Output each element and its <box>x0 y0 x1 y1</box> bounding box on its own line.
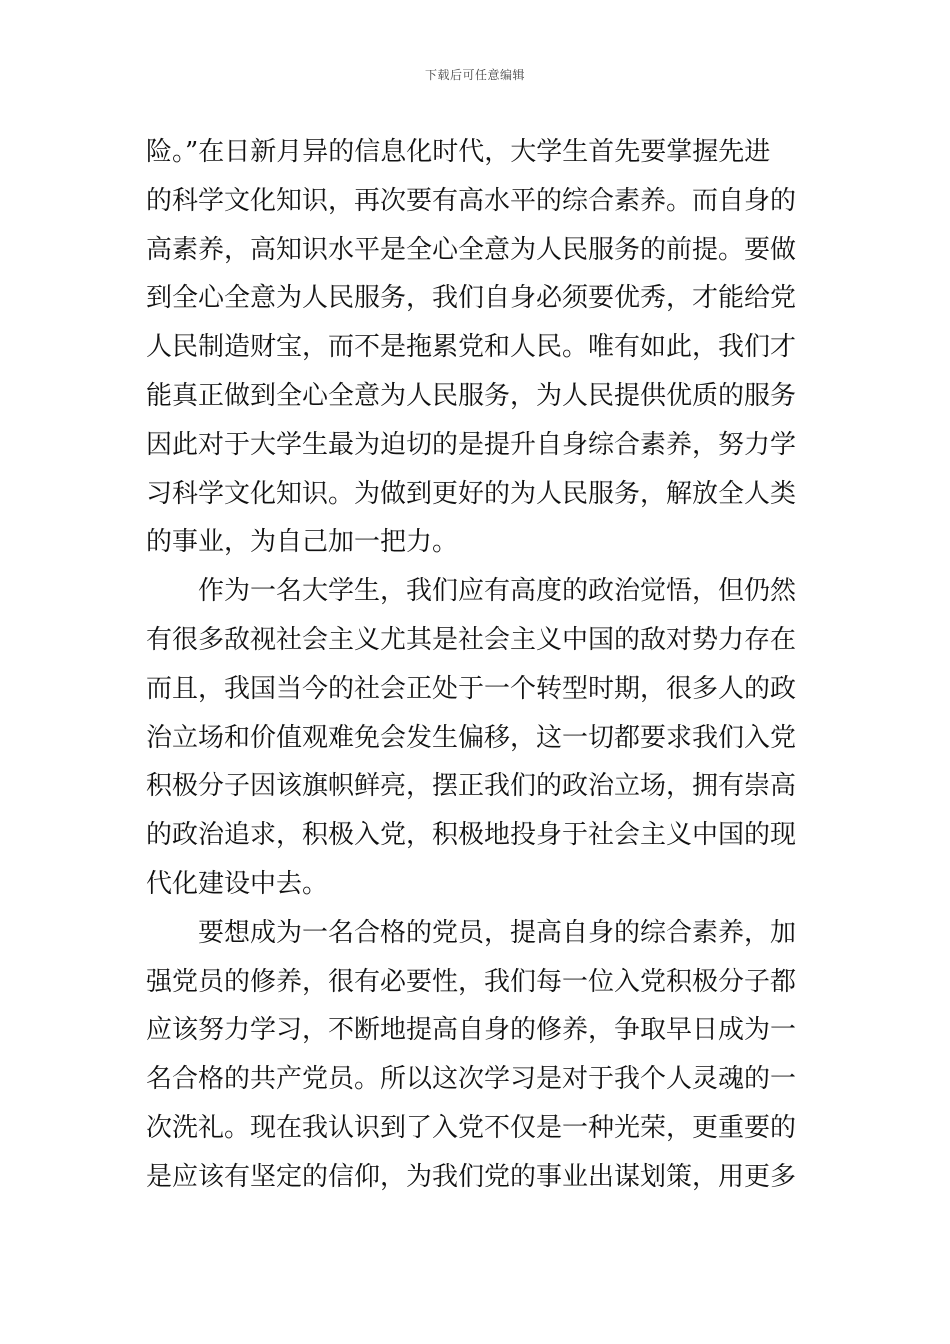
text-line: 代化建设中去。 <box>146 868 329 899</box>
text-line: 应该努力学习，不断地提高自身的修养，争取早日成为一 <box>146 1015 797 1046</box>
text-line: 能真正做到全心全意为人民服务，为人民提供优质的服务 <box>146 380 797 411</box>
paragraph-3 <box>146 909 811 1202</box>
text-line: 名合格的共产党员。所以这次学习是对于我个人灵魂的一 <box>146 1064 797 1095</box>
text-line: 的事业，为自己加一把力。 <box>146 527 459 558</box>
text-line: 是应该有坚定的信仰，为我们党的事业出谋划策，用更多 <box>146 1161 797 1192</box>
page-header: 下载后可任意编辑 <box>424 68 525 82</box>
text-line: 因此对于大学生最为迫切的是提升自身综合素养，努力学 <box>146 429 797 460</box>
text-line: 积极分子因该旗帜鲜亮，摆正我们的政治立场，拥有崇高 <box>146 771 797 802</box>
text-line-indented: 要想成为一名合格的党员，提高自身的综合素养，加 <box>198 917 797 948</box>
paragraph-1 <box>146 128 811 567</box>
text-line: 习科学文化知识。为做到更好的为人民服务，解放全人类 <box>146 478 797 509</box>
text-line: 次洗礼。现在我认识到了入党不仅是一种光荣，更重要的 <box>146 1112 797 1143</box>
text-line: 的政治追求，积极入党，积极地投身于社会主义中国的现 <box>146 820 797 851</box>
paragraph-2 <box>146 567 811 909</box>
text-line: 而且，我国当今的社会正处于一个转型时期，很多人的政 <box>146 673 797 704</box>
text-line: 到全心全意为人民服务，我们自身必须要优秀，才能给党 <box>146 283 797 314</box>
document-body <box>146 128 811 1202</box>
text-line: 的科学文化知识，再次要有高水平的综合素养。而自身的 <box>146 185 797 216</box>
text-line: 强党员的修养，很有必要性，我们每一位入党积极分子都 <box>146 966 797 997</box>
text-line-indented: 作为一名大学生，我们应有高度的政治觉悟，但仍然 <box>198 576 797 607</box>
text-line: 有很多敌视社会主义尤其是社会主义中国的敌对势力存在 <box>146 624 797 655</box>
text-line: 治立场和价值观难免会发生偏移，这一切都要求我们入党 <box>146 722 797 753</box>
text-line: 高素养，高知识水平是全心全意为人民服务的前提。要做 <box>146 234 797 265</box>
text-line: 人民制造财宝，而不是拖累党和人民。唯有如此，我们才 <box>146 332 797 363</box>
text-line: 险。”在日新月异的信息化时代，大学生首先要掌握先进 <box>146 137 771 167</box>
